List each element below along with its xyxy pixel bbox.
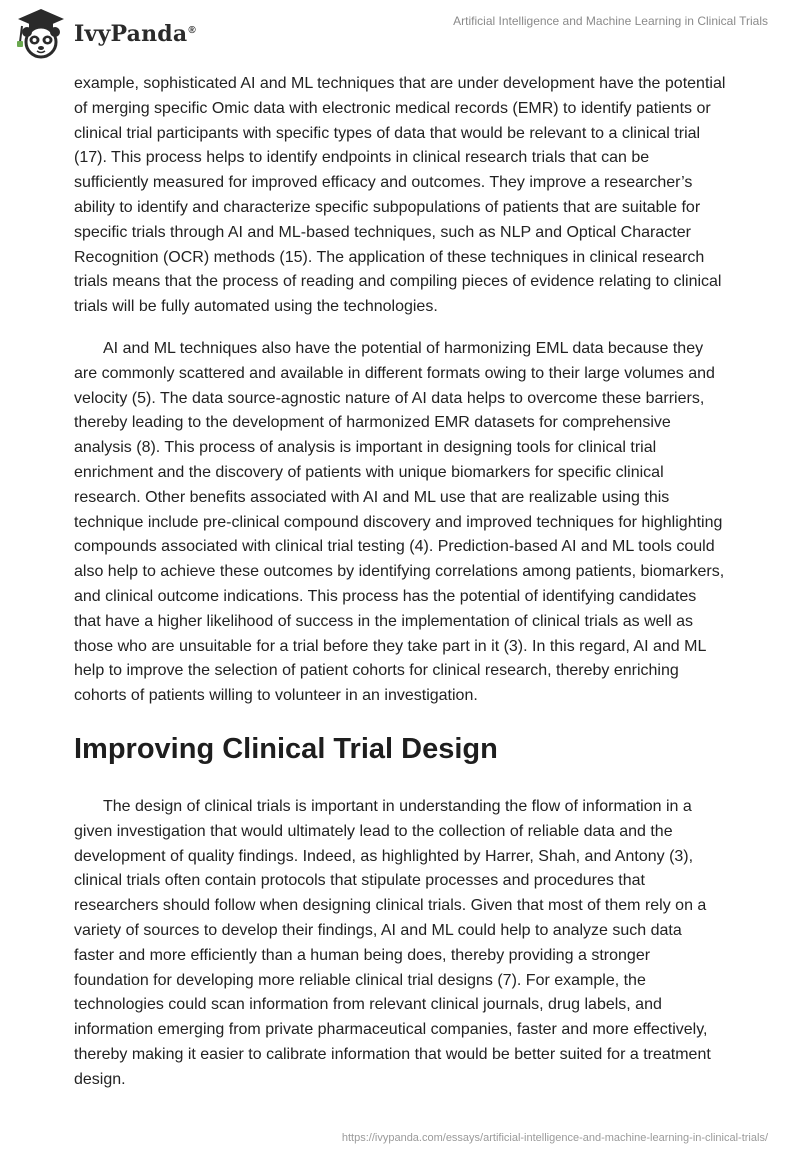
page-header (0, 0, 800, 64)
document-title: Artificial Intelligence and Machine Learning in Clinical Trials (453, 14, 768, 28)
source-url[interactable]: https://ivypanda.com/essays/artificial-intelligence-and-machine-learning-in-clinical-trials/ (341, 1132, 768, 1144)
brand-name: IvyPanda® (74, 21, 196, 47)
paragraph: example, sophisticated AI and ML techniques that are under development have the potential of merging specific Omic data with electronic medical records (EMR) to identify patients or clinical trial participants with specific types of data that would be relevant to a clinical trial (17). This process helps to identify endpoints in clinical research trials that can be sufficiently measured for improved efficacy and outcomes. They improve a researcher’s ability to identify and characterize specific subpopulations of patients that are suitable for specific trials through AI and ML-based techniques, such as NLP and Optical Character Recognition (OCR) methods (15). The application of these techniques in clinical research trials means that the process of reading and compiling pieces of evidence relating to clinical trials will be fully automated using the technologies. (74, 75, 726, 316)
panda-graduation-cap-icon (14, 6, 68, 60)
registered-mark: ® (188, 24, 196, 36)
paragraph: The design of clinical trials is important in understanding the flow of information in a given investigation that would ultimately lead to the collection of reliable data and the development of quality findings. Indeed, as highlighted by Harrer, Shah, and Antony (3), clinical trials often contain protocols that stipulate processes and procedures that researchers should follow when designing clinical trials. Given that most of them rely on a variety of sources to develop their findings, AI and ML could help to analyze such data faster and more efficiently than a human being does, thereby providing a stronger foundation for developing more reliable clinical trial designs (7). For example, the technologies could scan information from relevant clinical journals, drug labels, and information emerging from private pharmaceutical companies, faster and more effectively, thereby making it easier to calibrate information that would be better suited for a treatment design. (74, 797, 711, 1088)
paragraph: AI and ML techniques also have the potential of harmonizing EML data because they are commonly scattered and available in different formats owing to their large volumes and velocity (5). The data source-agnostic nature of AI data helps to overcome these barriers, thereby leading to the development of harmonized EMR datasets for comprehensive analysis (8). This process of analysis is important in designing tools for clinical trial enrichment and the discovery of patients with unique biomarkers for specific clinical research. Other benefits associated with AI and ML use that are realizable using this technique include pre-clinical compound discovery and improved techniques for highlighting compounds associated with clinical trial testing (4). Prediction-based AI and ML tools could also help to achieve these outcomes by identifying correlations among patients, biomarkers, and clinical outcome indications. This process has the potential of identifying candidates that have a higher likelihood of success in the implementation of clinical trials as well as those who are unsuitable for a trial before they take part in it (3). In this regard, AI and ML help to improve the selection of patient cohorts for clinical research, thereby enriching cohorts of patients willing to volunteer in an investigation. (74, 339, 725, 705)
brand-logo[interactable] (14, 6, 196, 60)
article-body (74, 72, 726, 1092)
section-heading: Improving Clinical Trial Design (74, 732, 498, 765)
